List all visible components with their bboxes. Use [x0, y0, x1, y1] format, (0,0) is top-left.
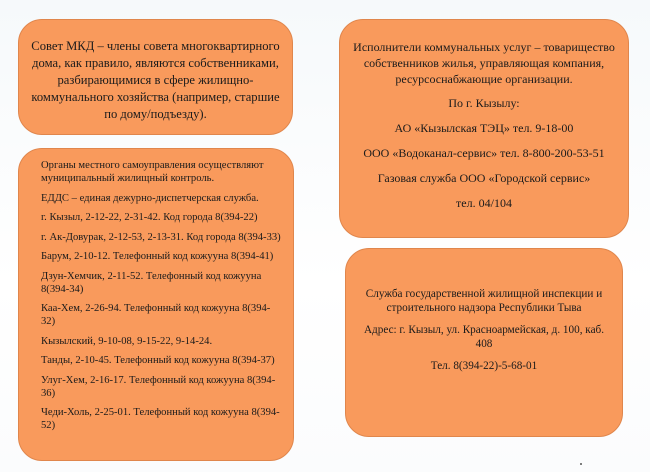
contact-entry: Барум, 2-10-12. Телефонный код кожууна 8(394-41) — [41, 251, 274, 262]
provider-line: тел. 04/104 — [456, 196, 512, 210]
provider-line: ООО «Водоканал-сервис» тел. 8-800-200-53-51 — [363, 146, 605, 160]
inspection-service-name: Служба государственной жилищной инспекции и строительного надзора Республики Тыва — [365, 288, 603, 314]
housing-inspection-box — [345, 248, 623, 437]
council-info-box — [18, 19, 293, 135]
scan-speck — [580, 463, 582, 465]
edds-description: ЕДДС – единая дежурно-диспетчерская служба. — [41, 192, 259, 204]
inspection-phone: Тел. 8(394-22)-5-68-01 — [430, 360, 538, 372]
contact-entry: г. Ак-Довурак, 2-12-53, 2-13-31. Код города 8(394-33) — [41, 231, 281, 243]
city-heading: По г. Кызылу: — [448, 96, 520, 110]
utility-providers-intro: Исполнители коммунальных услуг – товарищество собственников жилья, управляющая компания, ресурсоснабжающие организации. — [353, 40, 615, 86]
council-description: Совет МКД – члены совета многоквартирного дома, как правило, являются собственниками, разбирающимися в сфере жилищно-коммунального хозяйства (например, старшие по дому/подъезду). — [31, 39, 280, 121]
provider-line: Газовая служба ООО «Городской сервис» — [377, 171, 591, 185]
local-government-intro: Органы местного самоуправления осуществляют муниципальный жилищный контроль. — [41, 160, 264, 184]
contact-entry: Кызылский, 9-10-08, 9-15-22, 9-14-24. — [41, 335, 213, 347]
inspection-address: Адрес: г. Кызыл, ул. Красноармейская, д. 100, каб. 408 — [363, 324, 605, 350]
contact-entry: г. Кызыл, 2-12-22, 2-31-42. Код города 8(394-22) — [41, 212, 258, 223]
provider-line: АО «Кызылская ТЭЦ» тел. 9-18-00 — [394, 121, 574, 135]
contact-entry: Чеди-Холь, 2-25-01. Телефонный код кожууна 8(394-52) — [41, 407, 280, 431]
contact-entry: Каа-Хем, 2-26-94. Телефонный код кожууна 8(394-32) — [41, 303, 271, 327]
contact-entry: Дзун-Хемчик, 2-11-52. Телефонный код кожууна 8(394-34) — [41, 270, 262, 295]
utility-providers-box — [339, 19, 629, 238]
local-government-box — [18, 148, 294, 461]
contact-entry: Улуг-Хем, 2-16-17. Телефонный код кожууна 8(394-36) — [41, 374, 276, 399]
contact-entry: Танды, 2-10-45. Телефонный код кожууна 8(394-37) — [41, 355, 275, 366]
